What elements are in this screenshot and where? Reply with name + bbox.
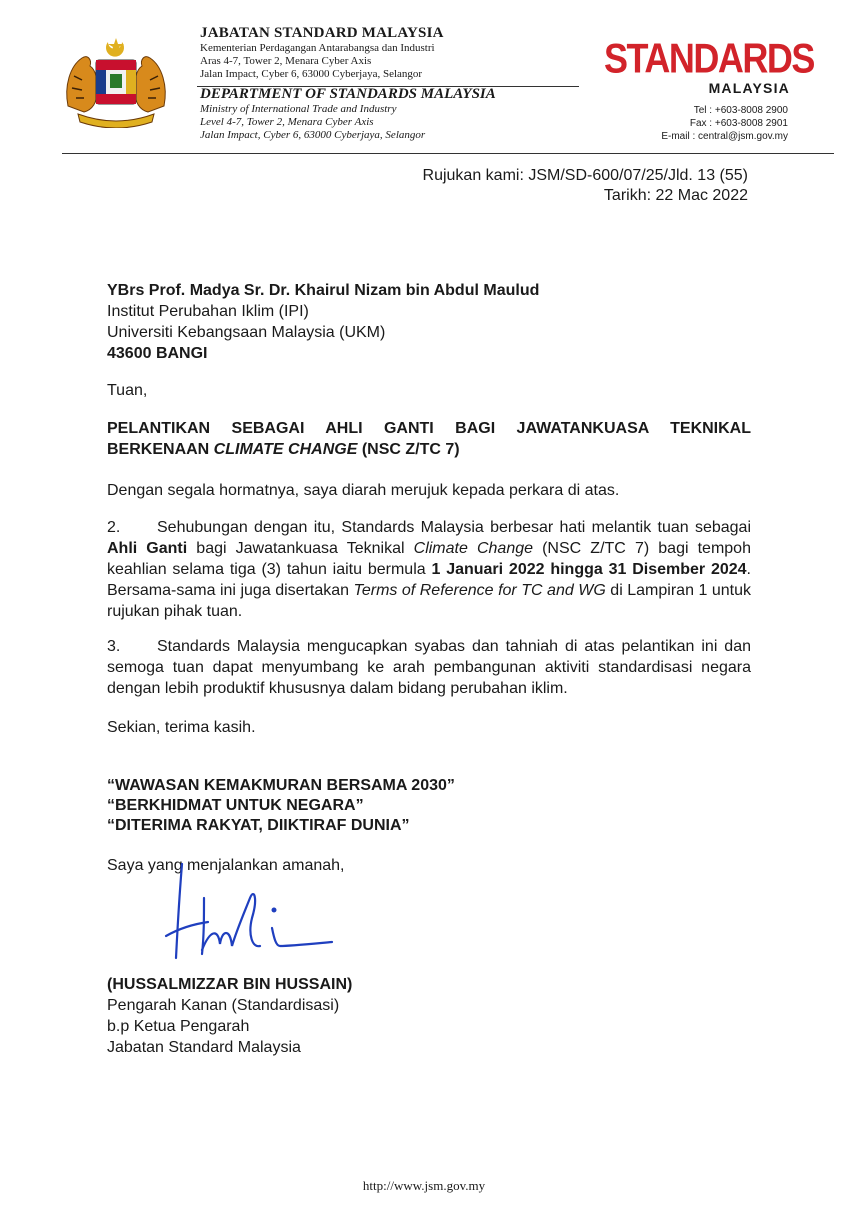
motto-block [107,776,455,836]
address-line-1-en: Level 4-7, Tower 2, Menara Cyber Axis [200,116,374,128]
subject-part-c: (NSC Z/TC 7) [357,441,460,458]
motto-2: “BERKHIDMAT UNTUK NEGARA” [107,797,364,814]
signer-title: Pengarah Kanan (Standardisasi) [107,997,340,1014]
ministry-ms: Kementerian Perdagangan Antarabangsa dan Industri [200,42,435,54]
recipient-name: YBrs Prof. Madya Sr. Dr. Khairul Nizam bin Abdul Maulud [107,282,540,299]
standards-malaysia-logo [604,34,814,96]
address-line-2-en: Jalan Impact, Cyber 6, 63000 Cyberjaya, Selangor [200,129,426,141]
letterhead-divider [62,153,834,154]
reference-block [380,166,748,206]
telephone: Tel : +603-8008 2900 [693,105,788,116]
p2-text-h: Terms of Reference for TC and WG [353,582,606,599]
address-line-2-ms: Jalan Impact, Cyber 6, 63000 Cyberjaya, Selangor [200,68,423,80]
recipient-line-2: Universiti Kebangsaan Malaysia (UKM) [107,324,386,341]
org-name-en: DEPARTMENT OF STANDARDS MALAYSIA [200,86,496,102]
signer-department: Jabatan Standard Malaysia [107,1039,301,1056]
letterhead-text [200,24,540,142]
p2-text-g: . Bersama-sama ini juga disertakan [107,561,751,599]
p2-text-f: 1 Januari 2022 hingga 31 Disember 2024 [431,561,747,578]
subject-line [107,418,751,460]
org-name-ms: JABATAN STANDARD MALAYSIA [200,25,444,41]
coat-of-arms-icon [62,36,170,128]
ministry-en: Ministry of International Trade and Industry [200,103,397,115]
signer-block [107,974,352,1058]
signature-icon [160,858,340,968]
p2-text-c: bagi Jawatankuasa Teknikal [187,540,414,557]
p2-text-a: Sehubungan dengan itu, Standards Malaysia berbesar hati melantik tuan sebagai [157,519,751,536]
closing-line: Sekian, terima kasih. [107,719,256,736]
p2-text-e: (NSC Z/TC 7) bagi tempoh keahlian selama tiga (3) tahun iaitu bermula [107,540,751,578]
logo-sub-text: MALAYSIA [708,80,790,96]
fax: Fax : +603-8008 2901 [689,118,788,129]
p2-text-d: Climate Change [413,540,534,557]
p2-text-b: Ahli Ganti [107,540,188,557]
logo-main-text: STANDARDS [604,34,814,82]
reference-number: Rujukan kami: JSM/SD-600/07/25/Jld. 13 (55) [422,167,748,184]
motto-3: “DITERIMA RAKYAT, DIIKTIRAF DUNIA” [107,817,410,834]
p2-text-i: di Lampiran 1 untuk rujukan pihak tuan. [107,582,751,620]
signer-name: (HUSSALMIZZAR BIN HUSSAIN) [107,976,353,993]
paragraph-3 [107,636,751,699]
signer-on-behalf: b.p Ketua Pengarah [107,1018,250,1035]
motto-1: “WAWASAN KEMAKMURAN BERSAMA 2030” [107,777,455,794]
subject-part-b: CLIMATE CHANGE [213,441,358,458]
address-line-1-ms: Aras 4-7, Tower 2, Menara Cyber Axis [200,55,372,67]
email: E-mail : central@jsm.gov.my [661,131,788,142]
paragraph-2 [107,517,751,622]
recipient-address [107,280,747,364]
subject-part-a: PELANTIKAN SEBAGAI AHLI GANTI BAGI JAWATANKUASA TEKNIKAL BERKENAAN [107,420,751,458]
salutation: Tuan, [107,382,148,399]
footer-url: http://www.jsm.gov.my [362,1178,486,1193]
trust-line: Saya yang menjalankan amanah, [107,857,345,874]
recipient-line-3: 43600 BANGI [107,345,208,362]
recipient-line-1: Institut Perubahan Iklim (IPI) [107,303,309,320]
p3-text: Standards Malaysia mengucapkan syabas dan tahniah di atas pelantikan ini dan semoga tuan dapat menyumbang ke arah pembangunan aktiviti standardisasi negara dengan lebih produktif khususnya dalam bidang perubahan iklim. [107,638,751,697]
header-divider [197,86,579,87]
letter-date: Tarikh: 22 Mac 2022 [603,187,748,204]
paragraph-3-number: 3. [107,638,121,655]
contact-block [600,104,788,143]
paragraph-2-number: 2. [107,519,121,536]
paragraph-1: Dengan segala hormatnya, saya diarah merujuk kepada perkara di atas. [107,482,620,499]
